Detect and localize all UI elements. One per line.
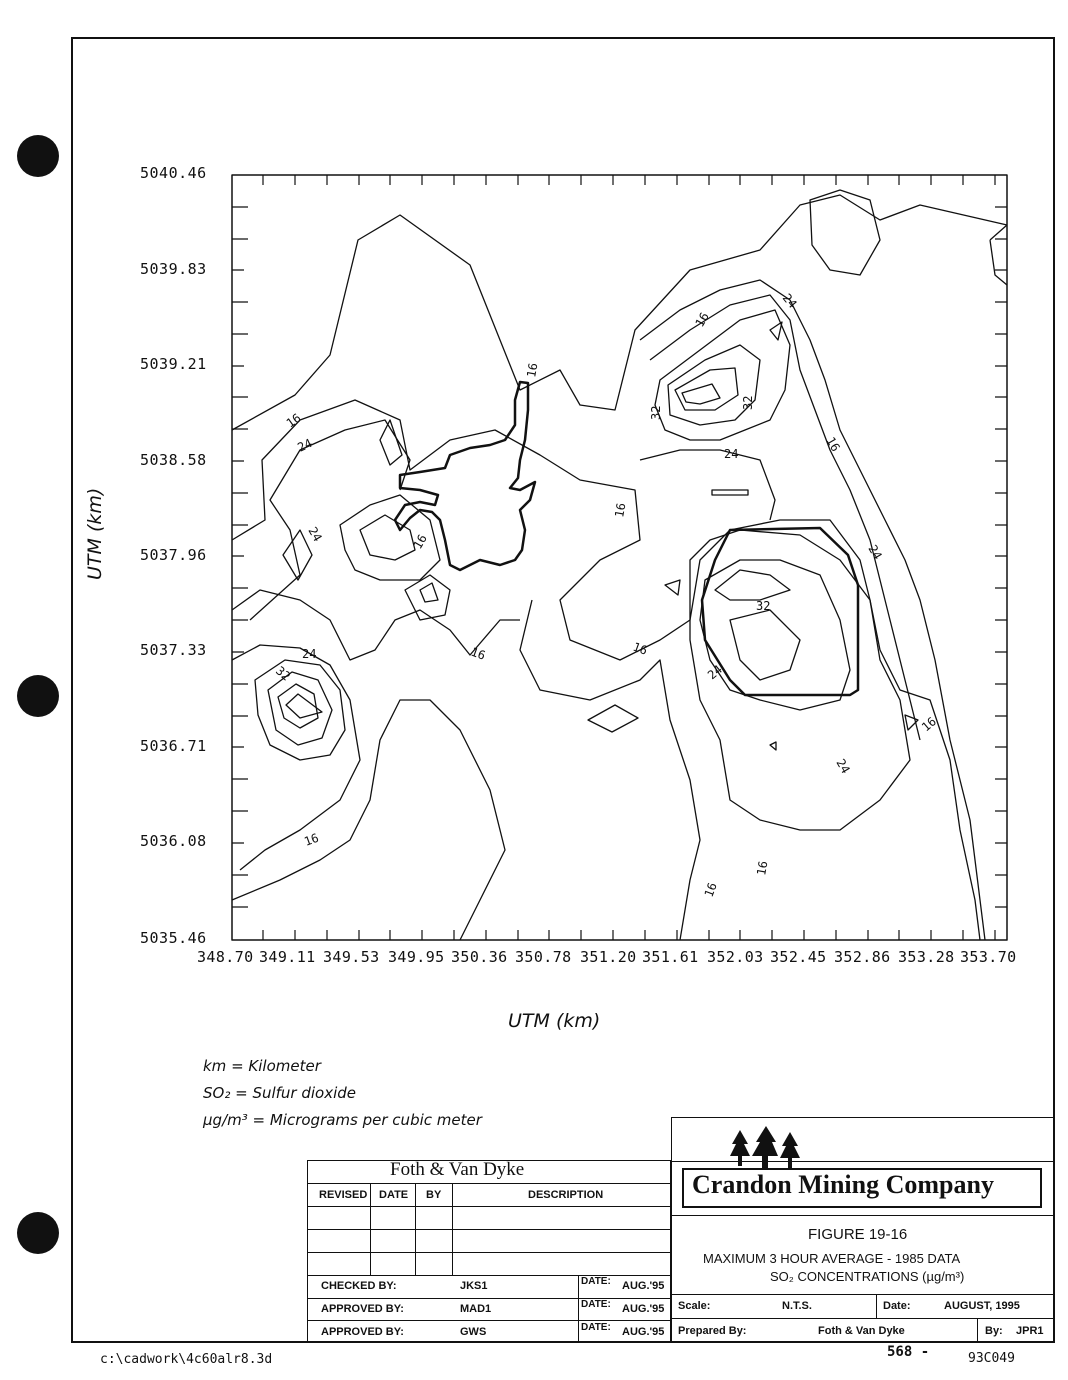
contour-label: 16 [823,434,843,455]
contour-label: 16 [918,714,940,735]
page-number: 568 - [887,1344,930,1360]
contour-label: 32 [273,663,294,684]
contour-label: 16 [701,880,720,900]
x-tick-label: 348.70 [197,948,254,966]
header-description: DESCRIPTION [528,1189,604,1201]
x-tick-label: 349.53 [323,948,380,966]
y-tick-label: 5039.83 [140,260,207,278]
contour-label: 32 [741,395,755,410]
scale-label: Scale: [678,1300,711,1312]
contour-label: 24 [302,647,317,661]
contour-label: 16 [692,309,712,330]
document-code: 93C049 [968,1351,1015,1366]
date-value: AUG.'95 [622,1280,665,1292]
company-name: Crandon Mining Company [692,1170,994,1199]
file-path: c:\cadwork\4c60alr8.3d [100,1352,273,1367]
x-tick-label: 350.78 [515,948,572,966]
contour-line [232,195,1007,430]
contour-line [232,400,980,940]
x-tick-label: 353.70 [960,948,1017,966]
contour-label-group [273,291,939,899]
date-value: AUG.'95 [622,1303,665,1315]
contour-line [810,190,880,275]
x-tick-label: 351.20 [580,948,637,966]
x-tick-label: 350.36 [451,948,508,966]
contour-line [278,684,318,728]
legend-km: km = Kilometer [203,1057,321,1075]
firm-name: Foth & Van Dyke [390,1159,525,1180]
y-tick-label: 5037.33 [140,641,207,659]
approved-by-value: GWS [460,1326,487,1338]
contour-label: 24 [704,662,726,683]
approved-by-label: APPROVED BY: [321,1303,404,1315]
contour-line [712,490,748,495]
x-tick-label: 352.86 [834,948,891,966]
by-label: By: [985,1325,1003,1337]
y-axis-title: UTM (km) [84,487,106,580]
contour-line [640,450,775,520]
project-area-outline [702,528,858,695]
contour-label: 16 [283,410,304,431]
date-label: DATE: [581,1322,611,1333]
y-tick-label: 5036.71 [140,737,207,755]
y-tick-label: 5039.21 [140,355,207,373]
contour-label: 16 [302,830,321,849]
contour-label: 24 [779,290,800,312]
y-tick-label: 5035.46 [140,929,207,947]
contour-line [650,295,920,740]
prepared-by-value: Foth & Van Dyke [818,1325,905,1337]
contour-label: 24 [305,524,325,545]
contour-line [250,420,410,620]
checked-by-label: CHECKED BY: [321,1280,397,1292]
y-tick-label: 5037.96 [140,546,207,564]
contour-label: 24 [833,756,853,777]
legend-so2: SO₂ = Sulfur dioxide [203,1084,357,1102]
contour-line [283,530,312,580]
prepared-by-label: Prepared By: [678,1325,747,1337]
x-tick-label: 351.61 [642,948,699,966]
contour-line [682,384,720,404]
y-tick-label: 5038.58 [140,451,207,469]
legend-microgram: µg/m³ = Micrograms per cubic meter [203,1111,482,1129]
x-tick-label: 349.95 [388,948,445,966]
contour-line [700,560,850,710]
contour-line [665,580,680,595]
contour-line [420,583,438,602]
x-tick-label: 353.28 [898,948,955,966]
tree-logo-icon [728,1124,804,1170]
contour-label: 24 [724,447,739,461]
x-axis-minor-ticks [263,175,995,940]
x-tick-label: 352.45 [770,948,827,966]
x-axis-title: UTM (km) [508,1010,601,1032]
contour-line [770,742,776,750]
contour-label: 16 [410,531,430,552]
figure-title-line-2: SO₂ CONCENTRATIONS (µg/m³) [770,1269,965,1284]
x-tick-label: 349.11 [259,948,316,966]
contour-label: 16 [524,361,541,379]
contour-label: 24 [295,435,315,455]
scale-value: N.T.S. [782,1300,812,1312]
approved-by-label: APPROVED BY: [321,1326,404,1338]
approved-by-value: MAD1 [460,1303,492,1315]
contour-line [715,570,790,600]
date-label: DATE: [581,1299,611,1310]
contour-line [668,345,760,425]
figure-number: FIGURE 19-16 [808,1226,908,1243]
header-revised: REVISED [319,1189,368,1201]
by-value: JPR1 [1016,1325,1044,1337]
contour-label: 16 [630,639,650,658]
figure-title-line-1: MAXIMUM 3 HOUR AVERAGE - 1985 DATA [703,1251,961,1266]
contour-line [232,700,505,940]
contour-label: 16 [754,859,771,877]
header-date: DATE [379,1189,409,1201]
contour-label: 16 [468,644,488,663]
header-by: BY [426,1189,442,1201]
contour-line [588,705,638,732]
contour-line [268,672,332,745]
x-tick-label: 352.03 [707,948,764,966]
contour-line [990,225,1007,285]
date-value: AUGUST, 1995 [944,1300,1020,1312]
contour-line [730,610,800,680]
date-value: AUG.'95 [622,1326,665,1338]
date-label: Date: [883,1300,911,1312]
contour-label: 24 [865,542,885,563]
contour-line [770,322,782,340]
y-tick-label: 5040.46 [140,164,207,182]
contour-line [520,600,700,940]
contour-label: 32 [756,599,771,613]
y-tick-label: 5036.08 [140,832,207,850]
checked-by-value: JKS1 [460,1280,488,1292]
date-label: DATE: [581,1276,611,1287]
contour-label: 16 [612,501,629,519]
contour-label: 32 [649,405,663,420]
